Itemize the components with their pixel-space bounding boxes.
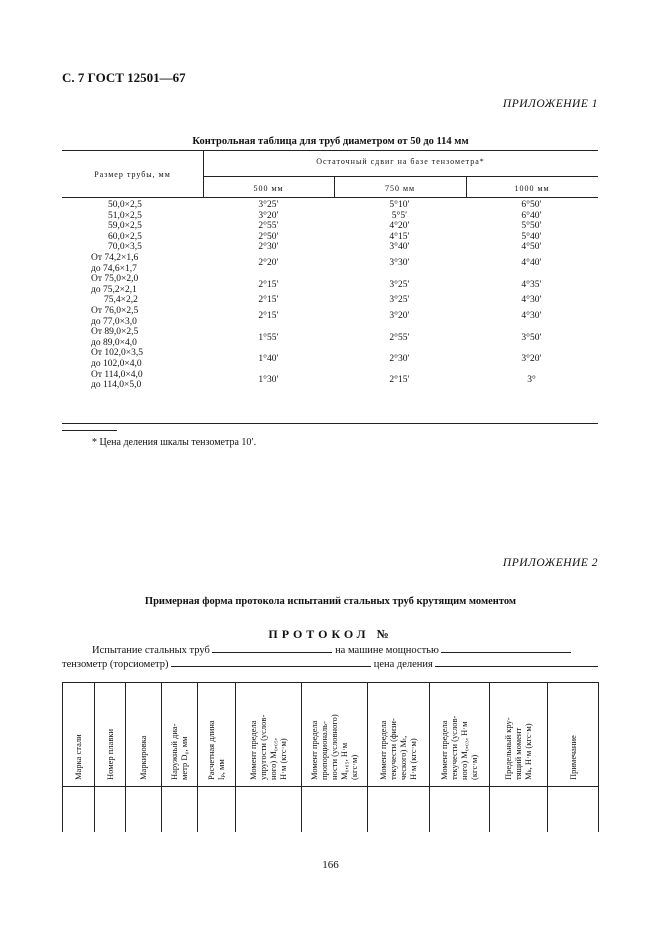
size-line: От 102,0×3,5	[91, 348, 143, 359]
size-line: 75,4×2,2	[104, 295, 138, 306]
protocol-col-header: Марка стали	[73, 734, 83, 780]
value-cell: 3°	[527, 374, 536, 385]
value-cell: 3°20′	[389, 311, 410, 322]
protocol-col-header: Примечание	[567, 735, 578, 780]
value-cell: 2°15′	[258, 279, 279, 290]
appendix-2-title: Примерная форма протокола испытаний стальных труб крутящим моментом	[144, 596, 517, 607]
size-line: От 74,2×1,6	[91, 253, 139, 263]
value-cell: 3°40′	[389, 242, 410, 253]
size-line: От 75,0×2,0	[91, 274, 139, 285]
form-line-1-label-b: на машине мощностью	[335, 645, 439, 656]
value-cell: 6°40′	[521, 210, 542, 221]
size-line: От 89,0×2,5	[91, 327, 139, 338]
appendix-2-label: ПРИЛОЖЕНИЕ 2	[502, 557, 598, 569]
size-line: 70,0×3,5	[108, 242, 142, 253]
value-cell: 6°50′	[521, 200, 542, 210]
protokol-title: ПРОТОКОЛ №	[268, 627, 393, 641]
col-1000-header: 1000 мм	[514, 184, 550, 193]
value-cell: 2°30′	[258, 242, 279, 253]
value-cell: 5°40′	[521, 231, 542, 242]
size-cell	[91, 327, 138, 348]
protocol-col-divider	[125, 682, 126, 832]
size-cell	[108, 221, 142, 232]
size-cell	[108, 232, 142, 243]
value-cell: 4°50′	[521, 242, 542, 253]
value-cell: 4°15′	[389, 231, 410, 242]
form-line-2-label-b: цена деления	[373, 659, 433, 670]
protocol-col-divider	[301, 682, 302, 832]
protocol-col-divider	[94, 682, 95, 832]
table-top-rule	[62, 150, 598, 151]
size-cell	[108, 200, 142, 211]
form-blank	[212, 643, 332, 653]
protocol-col-divider	[489, 682, 490, 832]
value-cell: 3°25′	[389, 295, 410, 306]
protocol-col-header: Момент предела текучести (услов- ного) M₀,₀₃, Н·м (кгс·м)	[439, 715, 479, 780]
protocol-col-header: Наружный диа- метр D₀, мм	[169, 723, 189, 780]
size-line: до 77,0×3,0	[91, 316, 137, 327]
value-cell: 2°15′	[258, 311, 279, 322]
value-cell: 2°55′	[258, 221, 279, 232]
size-cell	[108, 242, 142, 253]
size-line: до 75,2×2,1	[91, 284, 137, 295]
form-line-1-label-a: Испытание стальных труб	[92, 645, 210, 656]
protocol-col-divider	[161, 682, 162, 832]
protocol-col-header: Предельный кру- тящий момент Mₖ, Н·м (кгс·м)	[503, 717, 533, 780]
table-sub-rule	[203, 176, 598, 177]
size-line: От 76,0×2,5	[91, 306, 139, 316]
appendix-1-title: Контрольная таблица для труб диаметром от 50 до 114 мм	[192, 136, 469, 147]
value-cell: 5°10′	[389, 200, 410, 210]
size-line: до 89,0×4,0	[91, 337, 137, 348]
value-cell: 4°20′	[389, 221, 410, 232]
size-cell	[91, 306, 138, 327]
value-cell: 1°55′	[258, 332, 279, 343]
table-head-rule	[62, 197, 598, 198]
protocol-col-header: Момент предела текучести (физи- ческого) Mₜ, Н·м (кгс·м)	[378, 718, 418, 780]
form-line-2	[62, 657, 598, 670]
size-cell	[108, 211, 142, 222]
value-cell: 5°50′	[521, 221, 542, 232]
size-cell	[91, 348, 143, 369]
value-cell: 4°30′	[521, 295, 542, 306]
size-line: до 74,6×1,7	[91, 263, 137, 274]
protocol-col-divider	[547, 682, 548, 832]
table-bottom-rule	[62, 423, 598, 424]
value-cell: 1°30′	[258, 374, 279, 385]
size-cell	[91, 370, 143, 391]
size-line: 59,0×2,5	[108, 221, 142, 232]
value-cell: 2°50′	[258, 231, 279, 242]
protocol-col-header: Расчетная длина lₚ, мм	[206, 720, 226, 780]
size-cell	[91, 253, 138, 274]
size-cell	[104, 295, 138, 306]
appendix-1-label: ПРИЛОЖЕНИЕ 1	[502, 98, 598, 110]
col-750-header: 750 мм	[384, 184, 416, 193]
form-blank	[171, 657, 371, 667]
value-cell: 2°15′	[258, 295, 279, 306]
value-cell: 2°20′	[258, 258, 279, 269]
protocol-col-divider	[62, 682, 63, 832]
protocol-col-divider	[598, 682, 599, 832]
value-cell: 5°5′	[391, 210, 408, 221]
form-line-1	[92, 643, 571, 656]
form-blank	[441, 643, 571, 653]
protocol-col-header: Момент предела упругости (услов- ного) M₀,₀₅, Н·м (кгс·м)	[248, 714, 288, 780]
size-line: 50,0×2,5	[108, 200, 142, 210]
value-cell: 4°30′	[521, 311, 542, 322]
page-number: 166	[322, 859, 339, 871]
value-cell: 3°20′	[258, 210, 279, 221]
value-cell: 3°25′	[389, 279, 410, 290]
value-cell: 2°55′	[389, 332, 410, 343]
size-line: 60,0×2,5	[108, 231, 142, 242]
protocol-head-rule	[62, 786, 598, 787]
footnote: * Цена деления шкалы тензометра 10′.	[92, 437, 257, 448]
col-500-header: 500 мм	[253, 184, 284, 193]
protocol-col-divider	[429, 682, 430, 832]
value-cell: 4°40′	[521, 258, 542, 269]
protocol-top-rule	[62, 682, 598, 683]
form-line-2-label-a: тензометр (торсиометр)	[62, 659, 169, 670]
value-cell: 2°30′	[389, 353, 410, 364]
protocol-col-divider	[235, 682, 236, 832]
value-cell: 3°20′	[521, 353, 542, 364]
value-cell: 2°15′	[389, 374, 410, 385]
size-line: От 114,0×4,0	[91, 369, 143, 380]
page-header: С. 7 ГОСТ 12501—67	[62, 70, 186, 85]
value-cell: 3°50′	[521, 332, 542, 343]
size-cell	[91, 274, 138, 295]
value-cell: 1°40′	[258, 353, 279, 364]
protocol-col-header: Номер плавки	[104, 728, 115, 780]
value-cell: 3°25′	[258, 200, 279, 210]
footnote-rule	[62, 430, 117, 431]
col-group-header: Остаточный сдвиг на базе тензометра*	[316, 157, 485, 166]
protocol-col-header: Маркировка	[138, 735, 148, 780]
protocol-col-divider	[197, 682, 198, 832]
value-cell: 4°35′	[521, 279, 542, 290]
col-size-header: Размер трубы, мм	[94, 170, 171, 179]
size-line: 51,0×2,5	[108, 210, 142, 221]
value-cell: 3°30′	[389, 258, 410, 269]
size-line: до 114,0×5,0	[91, 380, 142, 391]
protocol-col-header: Момент предела пропорциональ- ности (условного) M₀,₀₅, Н·м (кгс·м)	[309, 714, 359, 780]
protocol-col-divider	[367, 682, 368, 832]
form-blank	[435, 657, 598, 667]
size-line: до 102,0×4,0	[91, 358, 142, 369]
